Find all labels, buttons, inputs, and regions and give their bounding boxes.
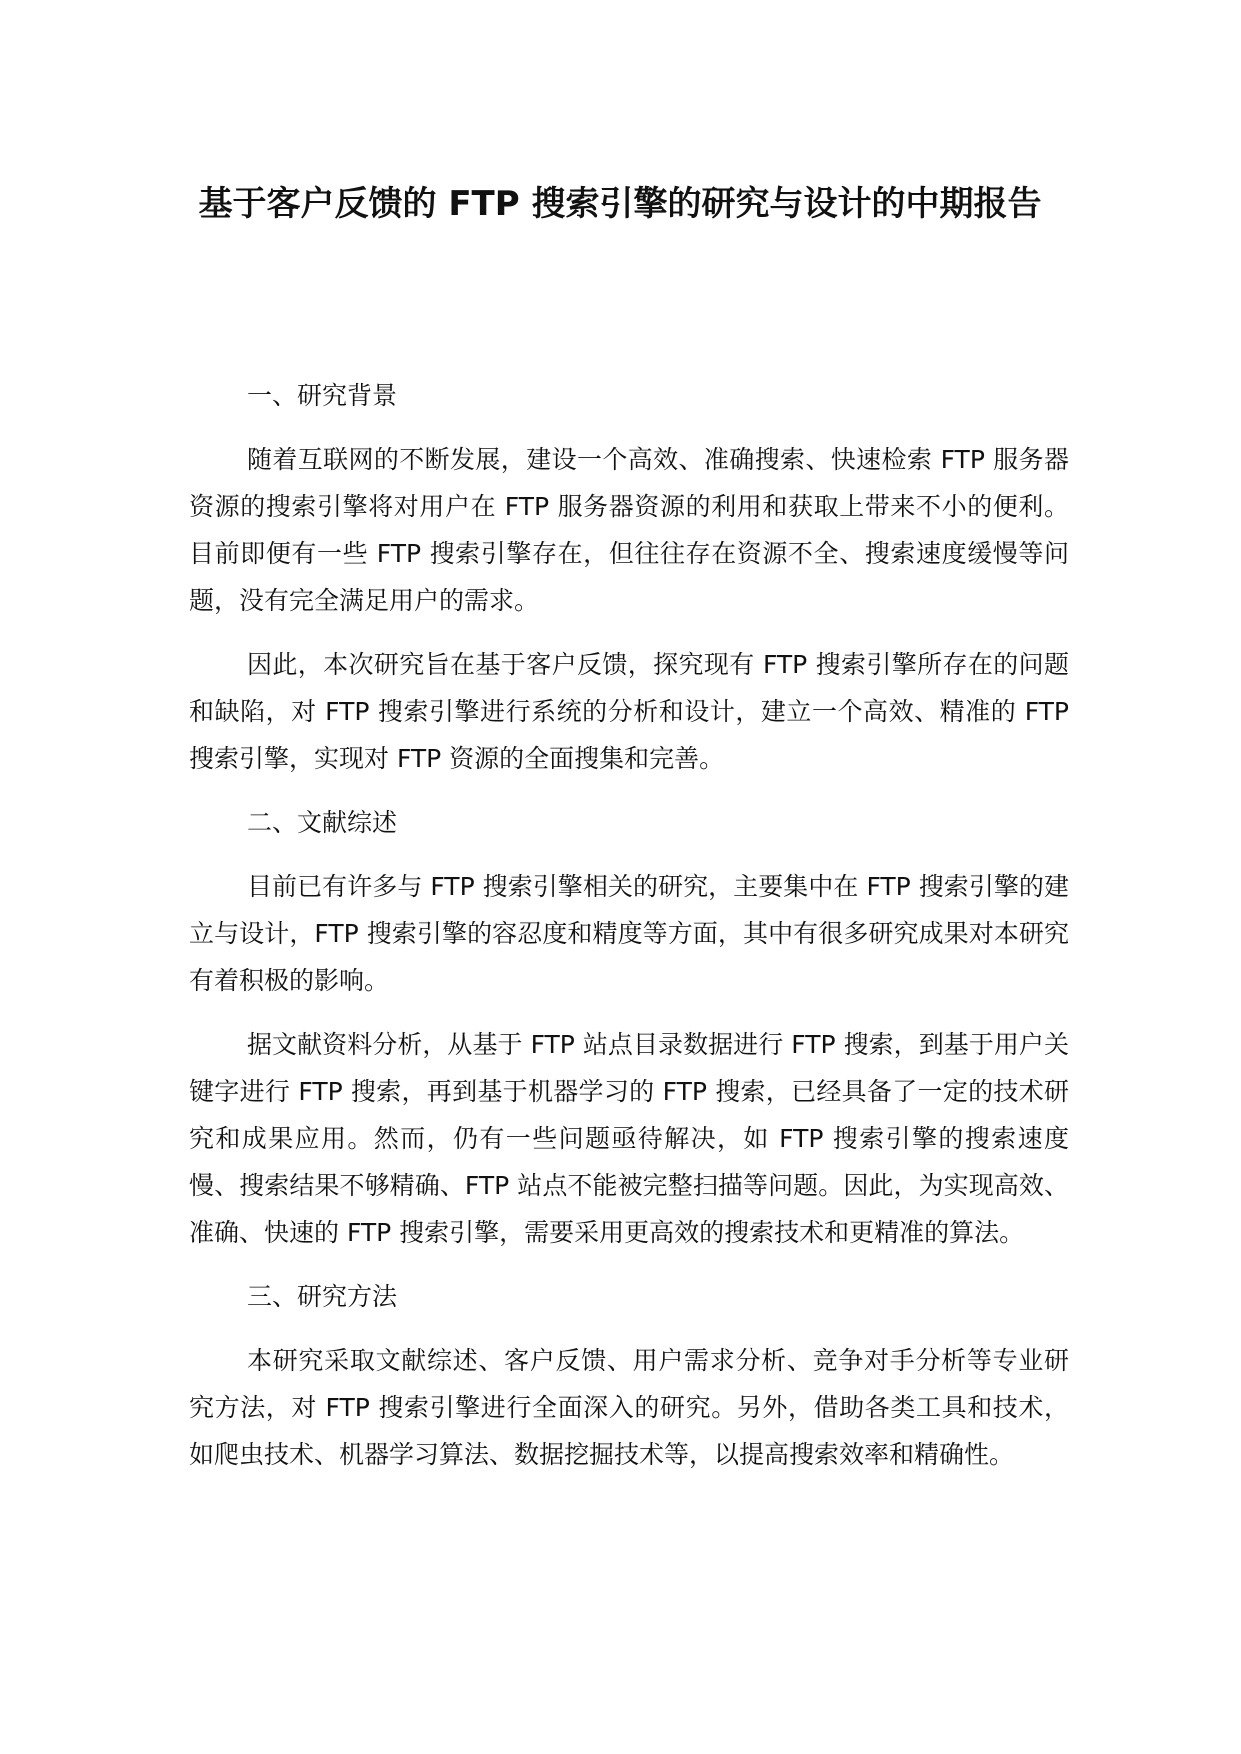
section-heading-background: 一、研究背景 xyxy=(247,381,398,410)
paragraph: 因此，本次研究旨在基于客户反馈，探究现有 FTP 搜索引擎所存在的问题和缺陷，对 FTP 搜索引擎进行系统的分析和设计，建立一个高效、精准的 FTP 搜索引擎，实现对 FTP 资源的全面搜集和完善。 xyxy=(189,650,1069,773)
paragraph: 据文献资料分析，从基于 FTP 站点目录数据进行 FTP 搜索，到基于用户关键字进行 FTP 搜索，再到基于机器学习的 FTP 搜索，已经具备了一定的技术研究和成果应用。然而，仍有一些问题亟待解决，如 FTP 搜索引擎的搜索速度慢、搜索结果不够精确、FTP 站点不能被完整扫描等问题。因此，为实现高效、准确、快速的 FTP 搜索引擎，需要采用更高效的搜索技术和更精准的算法。 xyxy=(189,1030,1069,1247)
paragraph: 随着互联网的不断发展，建设一个高效、准确搜索、快速检索 FTP 服务器资源的搜索引擎将对用户在 FTP 服务器资源的利用和获取上带来不小的便利。目前即便有一些 FTP 搜索引擎存在，但往往存在资源不全、搜索速度缓慢等问题，没有完全满足用户的需求。 xyxy=(189,445,1069,615)
section-heading-methods: 三、研究方法 xyxy=(247,1282,398,1311)
paragraph: 目前已有许多与 FTP 搜索引擎相关的研究，主要集中在 FTP 搜索引擎的建立与设计，FTP 搜索引擎的容忍度和精度等方面，其中有很多研究成果对本研究有着积极的影响。 xyxy=(189,872,1069,995)
paragraph: 本研究采取文献综述、客户反馈、用户需求分析、竞争对手分析等专业研究方法，对 FTP 搜索引擎进行全面深入的研究。另外，借助各类工具和技术，如爬虫技术、机器学习算法、数据挖掘技术等，以提高搜索效率和精确性。 xyxy=(189,1346,1069,1469)
document-title: 基于客户反馈的 FTP 搜索引擎的研究与设计的中期报告 xyxy=(198,184,1042,224)
section-heading-literature-review: 二、文献综述 xyxy=(247,808,398,837)
document-body xyxy=(189,372,1069,1495)
